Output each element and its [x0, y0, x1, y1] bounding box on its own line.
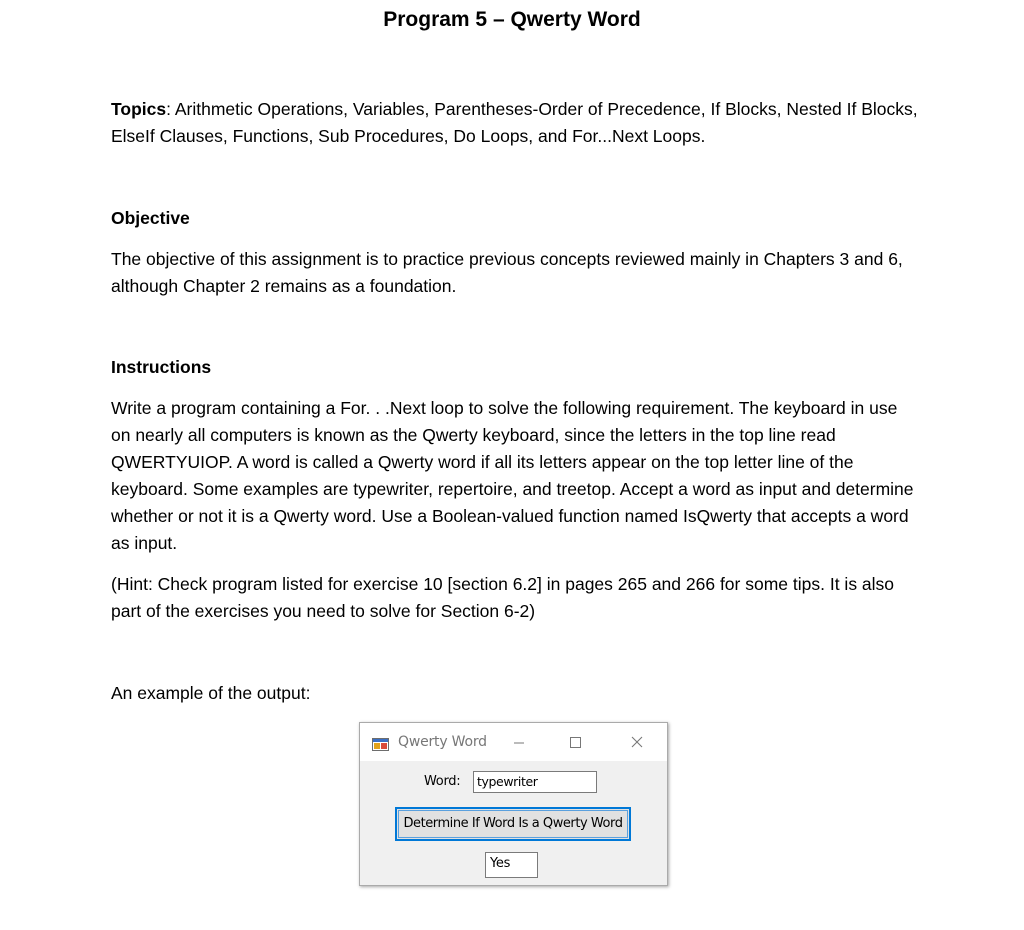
topics-paragraph: [111, 96, 921, 150]
determine-button-label: Determine If Word Is a Qwerty Word: [398, 810, 628, 838]
instructions-heading: Instructions: [111, 357, 212, 377]
maximize-icon[interactable]: [564, 732, 586, 752]
minimize-icon[interactable]: [508, 732, 530, 752]
example-label: An example of the output:: [111, 683, 311, 703]
objective-text: The objective of this assignment is to practice previous concepts reviewed mainly in Chapters 3 and 6, although Chapter 2 remains as a foundation.: [111, 249, 903, 296]
window-title: Qwerty Word: [398, 734, 487, 750]
word-input[interactable]: typewriter: [473, 771, 597, 793]
page-title: Program 5 – Qwerty Word: [383, 8, 641, 31]
result-output: Yes: [485, 852, 538, 878]
window-titlebar[interactable]: [360, 723, 667, 761]
topics-text: : Arithmetic Operations, Variables, Parentheses-Order of Precedence, If Blocks, Nested If Blocks, ElseIf Clauses, Functions, Sub Procedures, Do Loops, and For...Next Loops.: [111, 99, 918, 146]
objective-heading: Objective: [111, 208, 190, 228]
topics-label: Topics: [111, 99, 167, 119]
app-icon: [372, 736, 389, 749]
instructions-text: Write a program containing a For. . .Next loop to solve the following requirement. The keyboard in use on nearly all computers is known as the Qwerty keyboard, since the letters in the top line read QWERTYUIOP. A word is called a Qwerty word if all its letters appear on the top letter line of the keyboard. Some examples are typewriter, repertoire, and treetop. Accept a word as input and determine whether or not it is a Qwerty word. Use a Boolean-valued function named IsQwerty that accepts a word as input.: [111, 398, 914, 553]
close-icon[interactable]: [626, 732, 648, 752]
determine-button[interactable]: [395, 807, 631, 841]
word-label: Word:: [424, 774, 461, 789]
hint-text: (Hint: Check program listed for exercise 10 [section 6.2] in pages 265 and 266 for some tips. It is also part of the exercises you need to solve for Section 6-2): [111, 574, 895, 621]
qwerty-word-window: [359, 722, 668, 886]
